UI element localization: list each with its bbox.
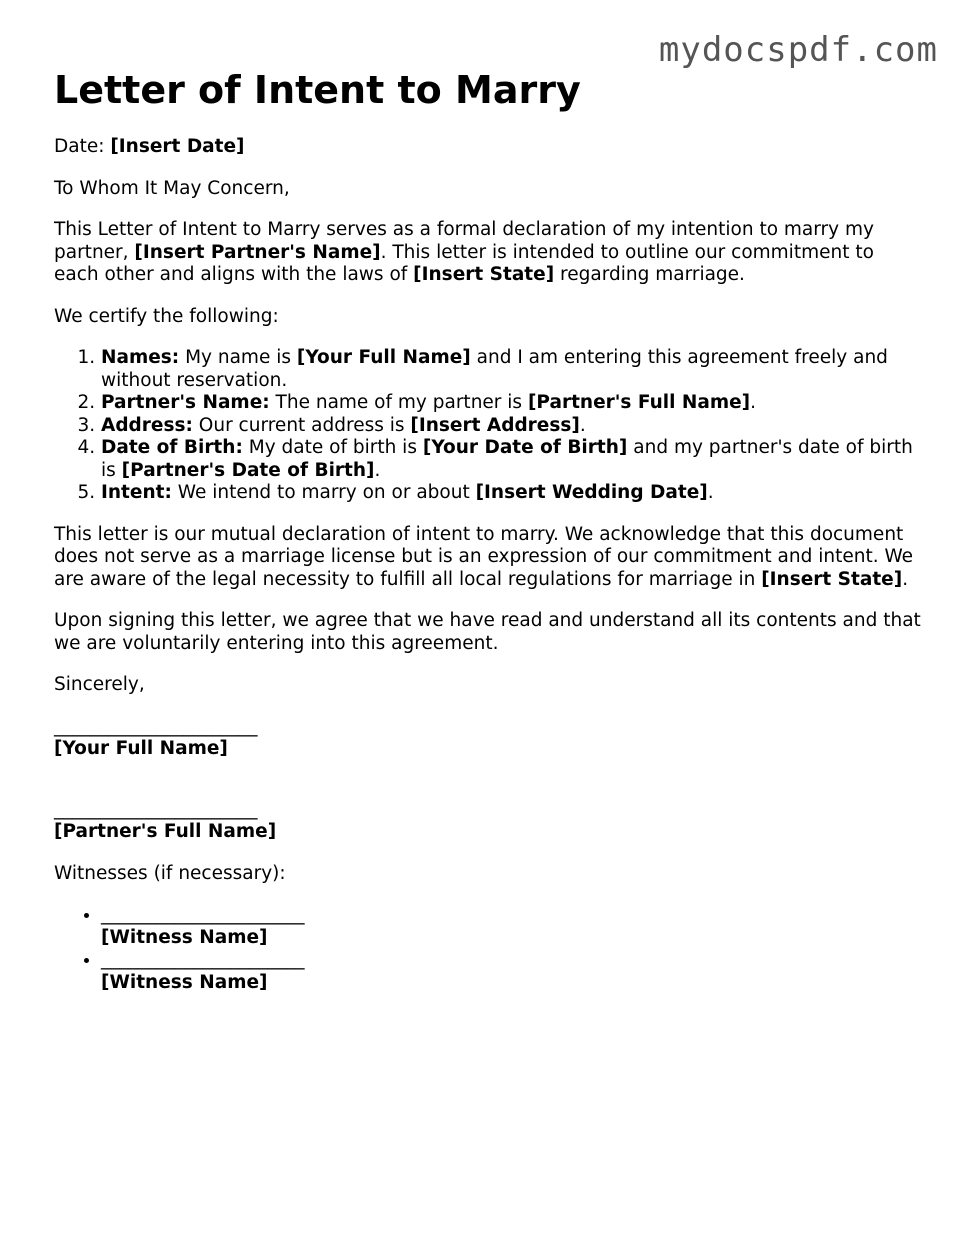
declaration-text-2: .: [902, 568, 909, 590]
item-label: Date of Birth:: [101, 437, 243, 458]
date-value: [Insert Date]: [110, 136, 245, 157]
item-placeholder: [Insert Address]: [410, 414, 580, 436]
item-text: .: [374, 459, 381, 481]
item-text: The name of my partner is: [269, 392, 528, 413]
item-text: My date of birth is: [242, 437, 423, 458]
witness-signature-line: • ______________________: [101, 904, 305, 925]
item-label: Names:: [101, 347, 180, 368]
item-placeholder: [Insert Wedding Date]: [475, 482, 708, 503]
list-item-witness: [101, 904, 924, 949]
item-label: Partner's Name:: [101, 392, 270, 413]
witness-name: [Witness Name]: [101, 971, 268, 993]
certify-heading: We certify the following:: [54, 305, 279, 327]
page-title: Letter of Intent to Marry: [54, 68, 581, 112]
item-text: We intend to marry on or about: [171, 482, 476, 503]
intro-text-2: . This letter is intended to outline our commitment to each other and aligns with the laws of: [54, 241, 874, 285]
salutation: To Whom It May Concern,: [54, 177, 290, 199]
signature-name: [Partner's Full Name]: [54, 821, 277, 842]
declaration-paragraph: [54, 524, 924, 592]
item-label: Address:: [101, 414, 193, 436]
witness-list: [54, 904, 924, 994]
item-text: and I am entering this agreement freely and without reservation.: [101, 347, 888, 391]
watermark: mydocspdf.com: [658, 30, 938, 70]
closing: Sincerely,: [54, 674, 145, 695]
item-placeholder: [Partner's Full Name]: [527, 392, 751, 413]
item-text: .: [707, 482, 714, 503]
intro-paragraph: [54, 219, 924, 287]
item-text: .: [750, 392, 757, 413]
declaration-state: [Insert State]: [761, 568, 903, 590]
witnesses-heading: Witnesses (if necessary):: [54, 862, 286, 884]
date-line: [54, 136, 924, 159]
intro-state: [Insert State]: [413, 264, 555, 285]
witness-signature-line: • ______________________: [101, 949, 305, 970]
intro-text-1: This Letter of Intent to Marry serves as a formal declaration of my intention to marry my partner,: [54, 219, 874, 263]
item-placeholder: [Your Full Name]: [296, 347, 471, 368]
intro-text-3: regarding marriage.: [554, 264, 745, 285]
date-label: Date:: [54, 136, 105, 157]
list-item-date-of-birth: [101, 437, 924, 482]
agreement-paragraph: Upon signing this letter, we agree that we have read and understand all its contents and that we are voluntarily entering into this agreement.: [54, 610, 921, 654]
signature-line: ______________________: [54, 715, 258, 737]
item-text: .: [579, 414, 586, 436]
intro-partner-name: [Insert Partner's Name]: [134, 241, 381, 263]
list-item-names: [101, 347, 924, 392]
signature-block-partner: [54, 799, 924, 844]
signature-block-self: [54, 716, 924, 761]
list-item-witness: [101, 949, 924, 994]
list-item-partner-name: [101, 392, 924, 415]
signature-line: ______________________: [54, 798, 258, 820]
declaration-text-1: This letter is our mutual declaration of intent to marry. We acknowledge that this document does not serve as a marriage license but is an expression of our commitment and intent. We are aware of the legal necessity to fulfill all local regulations for marriage in: [54, 523, 914, 590]
document-page: [54, 66, 924, 994]
item-label: Intent:: [101, 482, 172, 503]
item-placeholder: [Partner's Date of Birth]: [121, 459, 375, 481]
item-placeholder: [Your Date of Birth]: [422, 437, 628, 458]
item-text: My name is: [179, 347, 297, 368]
list-item-address: [101, 415, 924, 438]
signature-name: [Your Full Name]: [54, 738, 228, 759]
item-text: and my partner's date of birth is: [101, 437, 913, 481]
item-text: Our current address is: [192, 414, 411, 436]
witness-name: [Witness Name]: [101, 926, 268, 948]
list-item-intent: [101, 482, 924, 505]
certify-list: [54, 347, 924, 505]
